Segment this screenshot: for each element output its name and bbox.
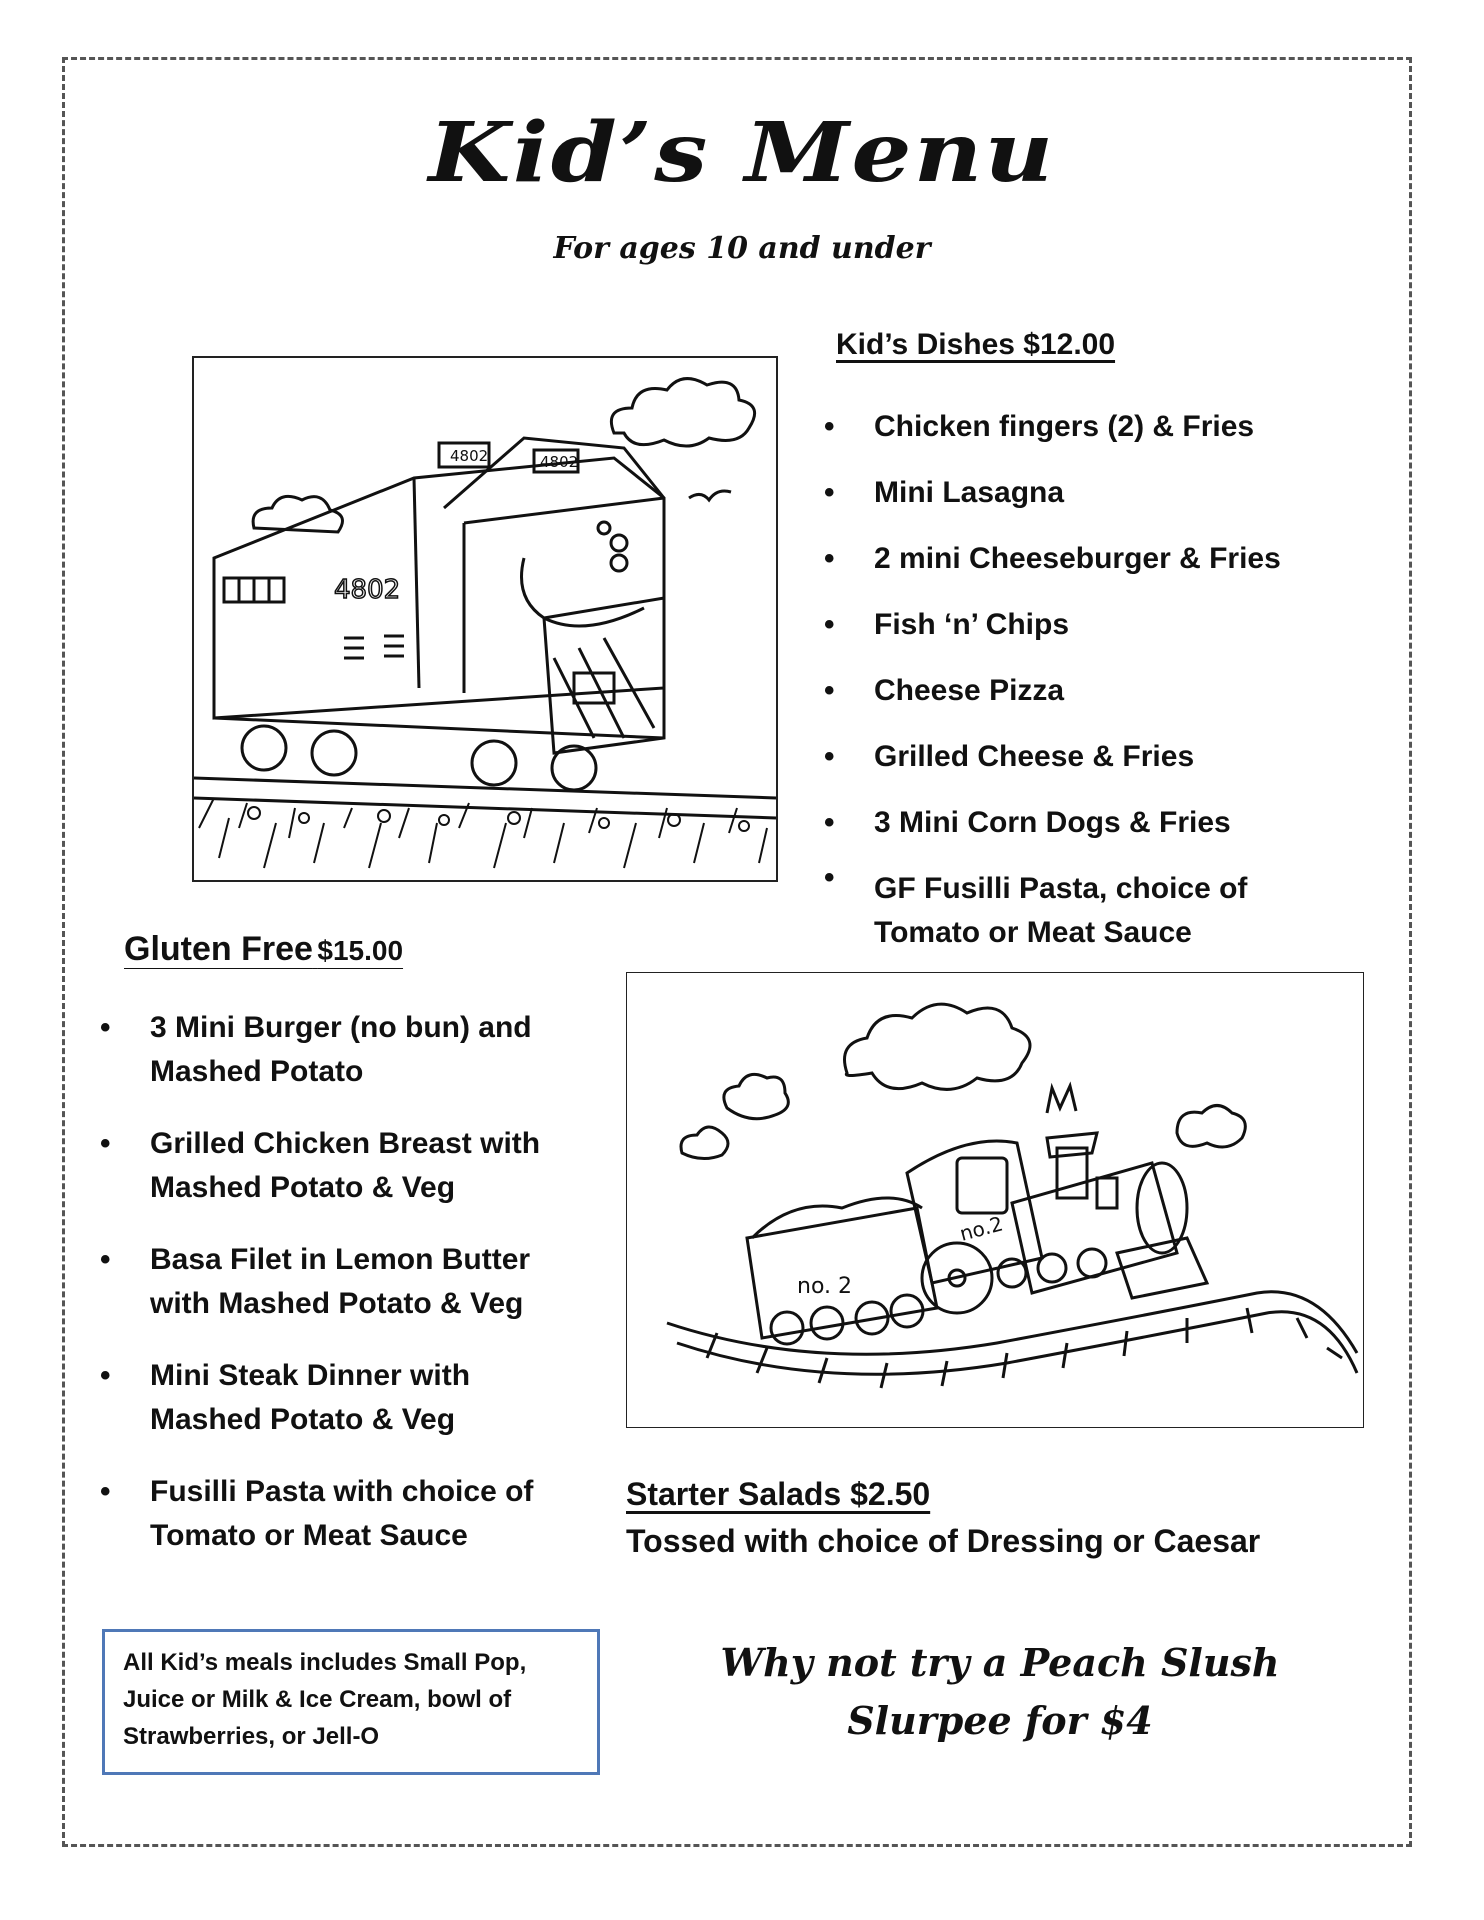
list-item: • GF Fusilli Pasta, choice of Tomato or Meat Sauce	[824, 861, 1248, 949]
starter-salads-text: Tossed with choice of Dressing or Caesar	[626, 1523, 1261, 1559]
cab-number: no.2	[957, 1211, 1006, 1246]
list-item: • Grilled Cheese & Fries	[824, 740, 1195, 773]
slurpee-promo	[640, 1634, 1360, 1750]
diesel-side-number: 4802	[334, 575, 401, 605]
list-item: • Mini Steak Dinner with Mashed Potato & Veg	[100, 1359, 471, 1436]
diesel-number-plate-1: 4802	[450, 447, 489, 465]
promo-line-2: Slurpee for $4	[847, 1698, 1153, 1743]
diesel-locomotive-drawing	[194, 358, 776, 880]
starter-salads-heading: Starter Salads $2.50	[626, 1476, 931, 1512]
tender-number: no. 2	[797, 1274, 852, 1299]
page-subtitle: For ages 10 and under	[553, 231, 931, 266]
list-item: • Fusilli Pasta with choice of Tomato or Meat Sauce	[100, 1475, 534, 1552]
kids-dishes-heading: Kid’s Dishes $12.00	[836, 328, 1116, 361]
list-item: • Chicken fingers (2) & Fries	[824, 410, 1255, 443]
gluten-free-list	[98, 1006, 618, 1558]
gluten-free-heading: Gluten Free $15.00	[124, 930, 404, 968]
steam-train-illustration	[626, 972, 1364, 1428]
kids-dishes-list	[822, 394, 1362, 955]
list-item: • 2 mini Cheeseburger & Fries	[824, 542, 1281, 575]
list-item: • Fish ‘n’ Chips	[824, 608, 1070, 641]
diesel-locomotive-illustration	[192, 356, 778, 882]
starter-salads-section	[626, 1476, 1260, 1560]
list-item: • Grilled Chicken Breast with Mashed Potato & Veg	[100, 1127, 541, 1204]
list-item: • 3 Mini Burger (no bun) and Mashed Potato	[100, 1011, 532, 1088]
promo-line-1: Why not try a Peach Slush	[720, 1640, 1280, 1685]
page-title: Kid’s Menu	[428, 105, 1056, 201]
diesel-number-plate-2: 4802	[540, 453, 579, 471]
list-item: • Basa Filet in Lemon Butter with Mashed Potato & Veg	[100, 1243, 531, 1320]
list-item: • Mini Lasagna	[824, 476, 1065, 509]
list-item: • 3 Mini Corn Dogs & Fries	[824, 806, 1231, 839]
steam-train-drawing	[627, 973, 1362, 1426]
list-item: • Cheese Pizza	[824, 674, 1065, 707]
meal-inclusions-note: All Kid’s meals includes Small Pop, Juice or Milk & Ice Cream, bowl of Strawberries, or Jell-O	[102, 1629, 600, 1775]
